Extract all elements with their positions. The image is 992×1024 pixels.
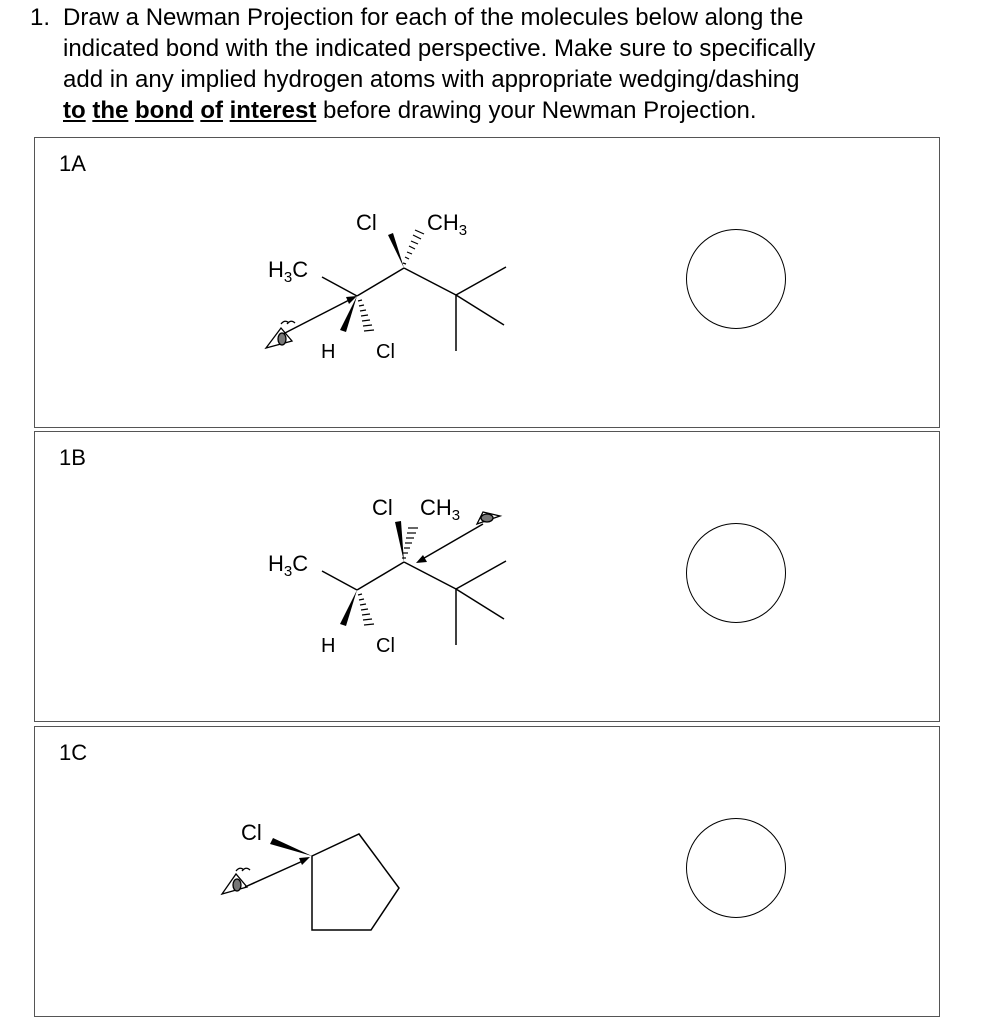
wedge-cl bbox=[270, 838, 312, 856]
bond-h3c-c2 bbox=[322, 571, 357, 590]
bond-c2-c3 bbox=[357, 562, 404, 590]
newman-circle-1b[interactable] bbox=[686, 523, 786, 623]
wedge-cl-top bbox=[388, 233, 404, 268]
wedge-h bbox=[340, 590, 357, 626]
question-line-3: add in any implied hydrogen atoms with appropriate wedging/dashing bbox=[63, 66, 800, 93]
arrow-head bbox=[416, 555, 427, 563]
dash-cl-bottom bbox=[358, 594, 374, 625]
question-line-4-rest: before drawing your Newman Projection. bbox=[323, 97, 757, 124]
question-line-1: Draw a Newman Projection for each of the molecules below along the bbox=[63, 4, 804, 31]
bond-c3-c4 bbox=[404, 562, 456, 589]
label-ch3: $CH_3$ bbox=[420, 495, 461, 524]
label-cl-top: Cl bbox=[372, 495, 393, 520]
bond-c4-methyl-b bbox=[456, 295, 504, 325]
question-number: 1. bbox=[30, 4, 51, 31]
panel-label-1c: 1C bbox=[59, 740, 88, 765]
cyclopentane-ring bbox=[312, 834, 399, 930]
molecule-1b bbox=[35, 432, 941, 723]
label-cl-bottom: Cl bbox=[376, 635, 395, 657]
label-cl-top: Cl bbox=[356, 210, 377, 235]
question-line-2: indicated bond with the indicated perspective. Make sure to specifically bbox=[63, 35, 816, 62]
molecule-1a bbox=[35, 138, 941, 429]
perspective-arrow bbox=[419, 524, 483, 561]
panel-1b bbox=[34, 431, 940, 722]
eye-icon bbox=[222, 868, 250, 894]
label-ch3: $CH_3$ bbox=[427, 210, 468, 239]
panel-1a bbox=[34, 137, 940, 428]
panel-label-1a: 1A bbox=[59, 151, 86, 176]
wedge-cl-top bbox=[395, 521, 404, 562]
arrow-head bbox=[299, 857, 310, 865]
newman-circle-1a[interactable] bbox=[686, 229, 786, 329]
bond-c4-methyl-b bbox=[456, 589, 504, 619]
bond-c2-c3 bbox=[357, 268, 404, 296]
molecule-1c bbox=[35, 727, 941, 1018]
emphasis-interest: interest bbox=[229, 97, 317, 124]
emphasis-to: to bbox=[63, 97, 86, 124]
panel-label-1b: 1B bbox=[59, 445, 86, 470]
dash-ch3 bbox=[402, 528, 418, 558]
dash-cl-bottom bbox=[358, 300, 374, 331]
panel-1c bbox=[34, 726, 940, 1017]
bond-h3c-c2 bbox=[322, 277, 357, 296]
perspective-arrow bbox=[245, 860, 305, 887]
question-body bbox=[63, 2, 978, 126]
emphasis-bond: bond bbox=[135, 97, 194, 124]
bond-c3-c4 bbox=[404, 268, 456, 295]
emphasis-the: the bbox=[92, 97, 129, 124]
dash-ch3 bbox=[403, 230, 424, 264]
question-line-4 bbox=[63, 95, 978, 126]
label-cl-bottom: Cl bbox=[376, 341, 395, 363]
label-h: H bbox=[321, 341, 336, 363]
label-h3c: $H_3C$ bbox=[268, 257, 309, 286]
bond-c4-methyl-a bbox=[456, 561, 506, 589]
eye-icon bbox=[477, 512, 500, 524]
label-h3c: $H_3C$ bbox=[268, 551, 309, 580]
emphasis-of: of bbox=[200, 97, 223, 124]
newman-circle-1c[interactable] bbox=[686, 818, 786, 918]
eye-icon bbox=[266, 321, 295, 348]
label-cl: Cl bbox=[241, 820, 262, 845]
bond-c4-methyl-a bbox=[456, 267, 506, 295]
label-h: H bbox=[321, 635, 336, 657]
